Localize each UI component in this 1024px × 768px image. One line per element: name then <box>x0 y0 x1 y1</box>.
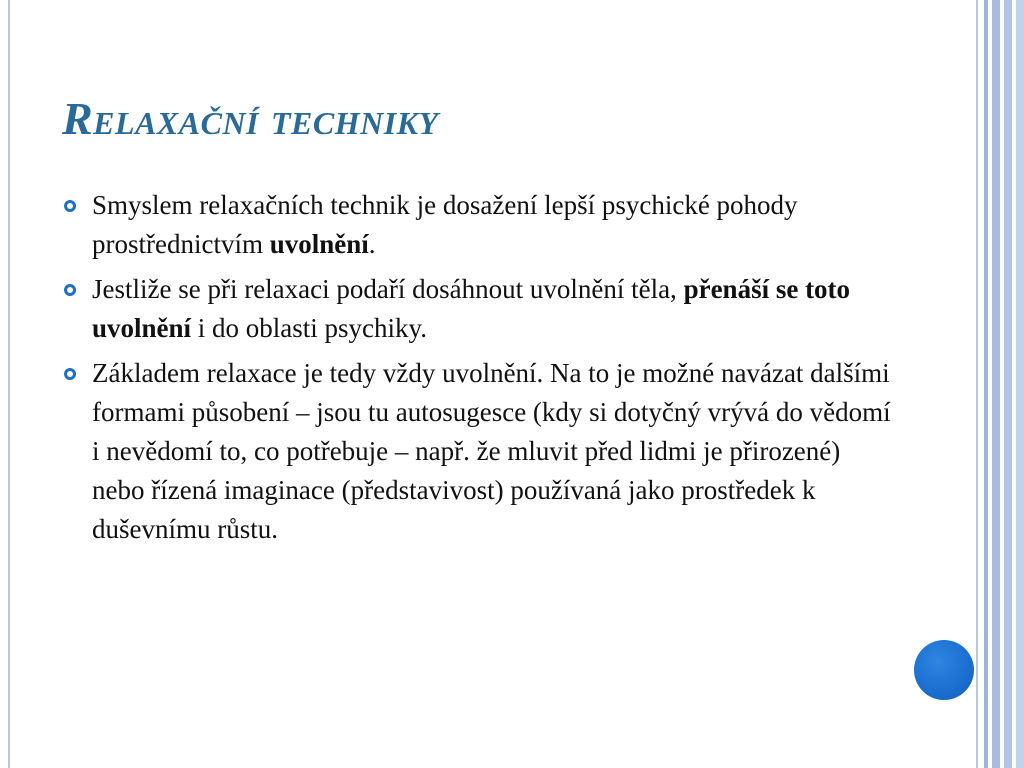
left-frame-line <box>8 0 10 768</box>
bullet-text: i do oblasti psychiky. <box>191 313 428 343</box>
decorative-circle <box>914 640 974 700</box>
bullet-ring-icon <box>64 284 76 296</box>
bullet-list <box>64 186 894 555</box>
bullet-emphasis: uvolnění <box>269 229 369 259</box>
decorative-stripe <box>976 0 978 768</box>
bullet-text: Základem relaxace je tedy vždy uvolnění. Na to je možné navázat dalšími formami působení – jsou tu autosugesce (kdy si dotyčný vrývá do vědomí i nevědomí to, co potřebuje – např. že mluvit před lidmi je přirozené) nebo řízená imaginace (představivost) používaná jako prostředek k duševnímu růstu. <box>92 358 891 544</box>
bullet-text: . <box>368 229 376 259</box>
bullet-text: Jestliže se při relaxaci podaří dosáhnout uvolnění těla, <box>92 274 684 304</box>
bullet-ring-icon <box>64 368 76 380</box>
slide-title: Relaxační techniky <box>62 93 439 144</box>
bullet-item <box>64 270 894 348</box>
decorative-stripe <box>1016 0 1024 768</box>
decorative-stripe <box>984 0 988 768</box>
bullet-emphasis: přenáší se toto uvolnění <box>92 274 851 343</box>
decorative-stripe <box>992 0 1000 768</box>
bullet-ring-icon <box>64 200 76 212</box>
bullet-item <box>64 354 894 549</box>
decorative-stripe <box>1004 0 1012 768</box>
bullet-text: Smyslem relaxačních technik je dosažení lepší psychické pohody prostřednictvím <box>92 190 798 259</box>
bullet-item <box>64 186 894 264</box>
